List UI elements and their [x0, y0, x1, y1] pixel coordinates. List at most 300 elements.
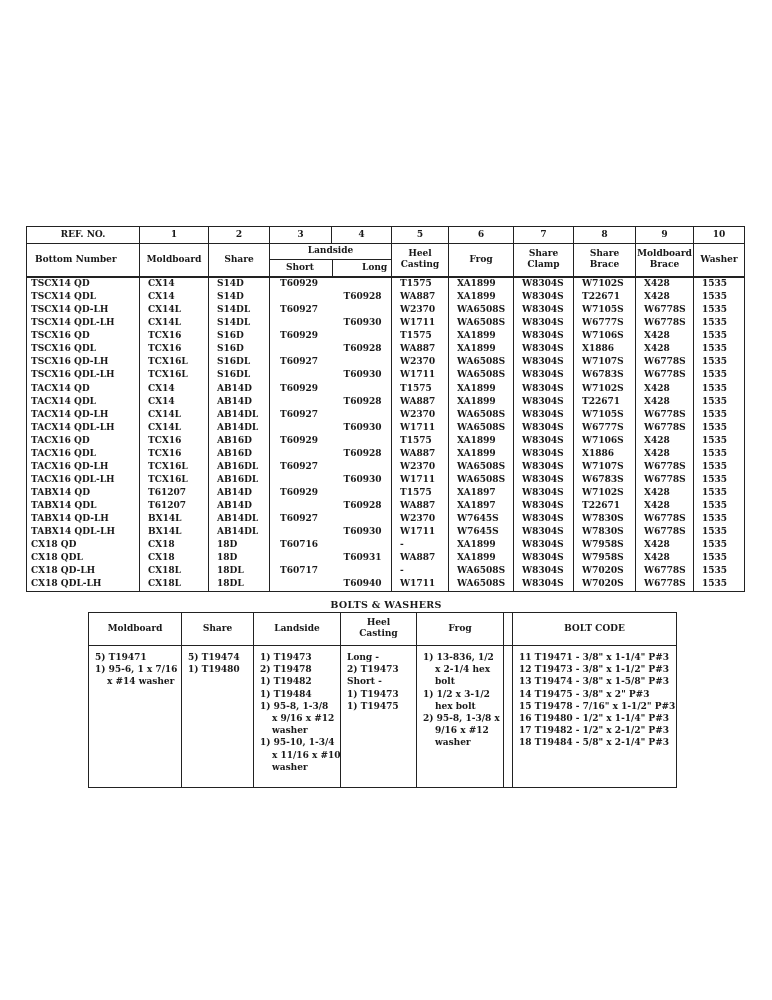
- header-share-brace-line1: Share: [589, 249, 620, 259]
- washer-cell: 1535: [694, 460, 745, 473]
- bottom-number-cell: CX18 QD: [27, 539, 140, 552]
- share-brace-cell: T22671: [574, 500, 636, 513]
- bolt-code-line: 17 T19482 - 1/2" x 2-1/2" P#3: [519, 726, 670, 737]
- landside-short-cell: T60716: [270, 539, 332, 552]
- bolt-code-line: 18 T19484 - 5/8" x 2-1/4" P#3: [519, 738, 670, 749]
- landside-long-cell: [332, 330, 392, 343]
- share-clamp-cell: W8304S: [514, 317, 574, 330]
- bottom-number-cell: TACX16 QDL: [27, 447, 140, 460]
- moldboard-brace-cell: W6778S: [636, 565, 694, 578]
- header-moldboard-brace-line1: Moldboard: [637, 249, 692, 259]
- bottom-number-cell: TACX16 QD-LH: [27, 460, 140, 473]
- share-brace-cell: W7020S: [574, 578, 636, 592]
- bw-landside-line: 2) T19478: [260, 665, 312, 676]
- moldboard-brace-cell: W6778S: [636, 526, 694, 539]
- moldboard-brace-cell: X428: [636, 500, 694, 513]
- share-clamp-cell: W8304S: [514, 539, 574, 552]
- share-brace-cell: W7958S: [574, 552, 636, 565]
- table-row: [27, 421, 745, 434]
- header-divider: [332, 259, 333, 276]
- landside-long-cell: T60928: [332, 395, 392, 408]
- share-clamp-cell: W8304S: [514, 304, 574, 317]
- washer-cell: 1535: [694, 317, 745, 330]
- heel-casting-cell: W1711: [392, 317, 449, 330]
- header-share-clamp-line2: Clamp: [527, 260, 560, 270]
- landside-long-cell: T60930: [332, 369, 392, 382]
- washer-cell: 1535: [694, 526, 745, 539]
- landside-long-cell: [332, 304, 392, 317]
- share-cell: AB16D: [209, 434, 270, 447]
- bw-heel-line: 2) T19473: [347, 665, 399, 676]
- header-moldboard: Moldboard: [140, 244, 209, 278]
- table-row: [27, 330, 745, 343]
- heel-casting-cell: W2370: [392, 408, 449, 421]
- col-number: 7: [514, 227, 574, 244]
- moldboard-brace-cell: W6778S: [636, 356, 694, 369]
- table-row: [27, 304, 745, 317]
- heel-casting-cell: -: [392, 539, 449, 552]
- share-cell: AB14D: [209, 500, 270, 513]
- share-brace-cell: W7102S: [574, 487, 636, 500]
- bolt-code-line: 16 T19480 - 1/2" x 1-1/4" P#3: [519, 714, 670, 725]
- header-moldboard-brace-line2: Brace: [649, 260, 680, 270]
- bw-moldboard-line: x #14 washer: [107, 677, 175, 688]
- column-number-row: [27, 227, 745, 244]
- heel-casting-cell: W2370: [392, 356, 449, 369]
- share-cell: AB14DL: [209, 526, 270, 539]
- heel-casting-cell: WA887: [392, 447, 449, 460]
- washer-cell: 1535: [694, 356, 745, 369]
- double-rule: [504, 646, 513, 788]
- bw-header-bolt-code: BOLT CODE: [513, 613, 677, 646]
- header-heel-casting-line1: Heel: [408, 249, 432, 259]
- share-clamp-cell: W8304S: [514, 343, 574, 356]
- table-row: [27, 382, 745, 395]
- moldboard-brace-cell: X428: [636, 343, 694, 356]
- frog-cell: XA1899: [449, 382, 514, 395]
- heel-casting-cell: W1711: [392, 526, 449, 539]
- washer-cell: 1535: [694, 291, 745, 304]
- moldboard-brace-cell: X428: [636, 447, 694, 460]
- moldboard-brace-cell: W6778S: [636, 304, 694, 317]
- table-row: [27, 565, 745, 578]
- col-number: 10: [694, 227, 745, 244]
- landside-short-cell: [270, 395, 332, 408]
- washer-cell: 1535: [694, 395, 745, 408]
- share-brace-cell: W7830S: [574, 513, 636, 526]
- bolt-code-line: 14 T19475 - 3/8" x 2" P#3: [519, 689, 650, 700]
- washer-cell: 1535: [694, 539, 745, 552]
- bw-landside-line: 1) T19484: [260, 689, 312, 700]
- bottom-number-cell: TABX14 QDL-LH: [27, 526, 140, 539]
- landside-short-cell: [270, 421, 332, 434]
- share-brace-cell: W7105S: [574, 304, 636, 317]
- moldboard-cell: CX14L: [140, 317, 209, 330]
- landside-long-cell: T60930: [332, 421, 392, 434]
- table-row: [27, 500, 745, 513]
- landside-short-cell: [270, 317, 332, 330]
- share-cell: AB14DL: [209, 421, 270, 434]
- frog-cell: WA6508S: [449, 356, 514, 369]
- header-heel-casting-line2: Casting: [400, 260, 440, 270]
- share-clamp-cell: W8304S: [514, 578, 574, 592]
- bw-frog-line: x 2-1/4 hex: [435, 665, 491, 676]
- header-moldboard-brace: [636, 244, 694, 278]
- heel-casting-cell: -: [392, 565, 449, 578]
- washer-cell: 1535: [694, 565, 745, 578]
- table-row: [27, 447, 745, 460]
- moldboard-cell: CX18L: [140, 565, 209, 578]
- share-cell: AB16D: [209, 447, 270, 460]
- moldboard-brace-cell: X428: [636, 382, 694, 395]
- bw-frog-line: hex bolt: [435, 701, 476, 712]
- header-frog: Frog: [449, 244, 514, 278]
- moldboard-cell: CX14: [140, 277, 209, 291]
- share-cell: S16DL: [209, 369, 270, 382]
- landside-long-cell: T60928: [332, 291, 392, 304]
- moldboard-brace-cell: X428: [636, 434, 694, 447]
- heel-casting-cell: W1711: [392, 421, 449, 434]
- share-clamp-cell: W8304S: [514, 526, 574, 539]
- moldboard-cell: TCX16: [140, 434, 209, 447]
- landside-short-cell: T60929: [270, 382, 332, 395]
- moldboard-cell: BX14L: [140, 526, 209, 539]
- washer-cell: 1535: [694, 500, 745, 513]
- frog-cell: XA1899: [449, 343, 514, 356]
- heel-casting-cell: WA887: [392, 291, 449, 304]
- share-cell: AB16DL: [209, 460, 270, 473]
- washer-cell: 1535: [694, 330, 745, 343]
- bw-heel-line: Long -: [347, 653, 380, 663]
- moldboard-brace-cell: W6778S: [636, 317, 694, 330]
- bolts-washers-body-row: [89, 646, 677, 788]
- heel-casting-cell: T1575: [392, 330, 449, 343]
- washer-cell: 1535: [694, 304, 745, 317]
- bottom-number-cell: TACX14 QD: [27, 382, 140, 395]
- share-brace-cell: W7106S: [574, 434, 636, 447]
- landside-short-cell: T60927: [270, 356, 332, 369]
- bw-bolt-code-cell: [513, 646, 677, 788]
- share-clamp-cell: W8304S: [514, 408, 574, 421]
- header-share-brace: [574, 244, 636, 278]
- frog-cell: WA6508S: [449, 369, 514, 382]
- bw-frog-line: 1) 1/2 x 3-1/2: [423, 689, 490, 700]
- share-clamp-cell: W8304S: [514, 291, 574, 304]
- frog-cell: WA6508S: [449, 408, 514, 421]
- moldboard-cell: TCX16: [140, 447, 209, 460]
- table-row: [27, 408, 745, 421]
- share-clamp-cell: W8304S: [514, 552, 574, 565]
- heel-casting-cell: WA887: [392, 500, 449, 513]
- table-row: [27, 539, 745, 552]
- bw-heel-cell: [341, 646, 417, 788]
- share-brace-cell: W7107S: [574, 460, 636, 473]
- landside-long-cell: [332, 513, 392, 526]
- share-cell: S16DL: [209, 356, 270, 369]
- table-row: [27, 578, 745, 592]
- share-clamp-cell: W8304S: [514, 513, 574, 526]
- bw-landside-line: 1) 95-8, 1-3/8: [260, 701, 329, 712]
- landside-long-cell: [332, 277, 392, 291]
- share-cell: AB16DL: [209, 474, 270, 487]
- washer-cell: 1535: [694, 513, 745, 526]
- landside-short-cell: T60929: [270, 487, 332, 500]
- bottom-number-cell: TSCX14 QDL-LH: [27, 317, 140, 330]
- moldboard-cell: CX14: [140, 382, 209, 395]
- header-share: Share: [209, 244, 270, 278]
- landside-short-cell: [270, 578, 332, 592]
- frog-cell: XA1897: [449, 500, 514, 513]
- bw-frog-line: 9/16 x #12: [435, 726, 489, 737]
- landside-short-cell: [270, 500, 332, 513]
- share-clamp-cell: W8304S: [514, 565, 574, 578]
- heel-casting-cell: W2370: [392, 304, 449, 317]
- moldboard-brace-cell: W6778S: [636, 408, 694, 421]
- bottom-number-cell: TSCX16 QDL: [27, 343, 140, 356]
- frog-cell: XA1899: [449, 447, 514, 460]
- bw-landside-line: 1) 95-10, 1-3/4: [260, 738, 335, 749]
- landside-short-cell: [270, 474, 332, 487]
- share-brace-cell: W6783S: [574, 369, 636, 382]
- frog-cell: WA6508S: [449, 474, 514, 487]
- bw-landside-line: x 11/16 x #10: [272, 750, 341, 761]
- bw-moldboard-line: 5) T19471: [95, 653, 147, 663]
- bottom-number-cell: TSCX16 QD-LH: [27, 356, 140, 369]
- header-landside: [270, 244, 392, 278]
- moldboard-cell: CX14L: [140, 408, 209, 421]
- share-brace-cell: W7830S: [574, 526, 636, 539]
- bolts-washers-title: BOLTS & WASHERS: [330, 600, 442, 611]
- washer-cell: 1535: [694, 408, 745, 421]
- share-brace-cell: W7106S: [574, 330, 636, 343]
- bolts-washers-table: [88, 612, 677, 788]
- parts-table-body: [27, 277, 745, 592]
- heel-casting-cell: W1711: [392, 369, 449, 382]
- ref-no-label: REF. NO.: [27, 227, 140, 244]
- bw-frog-cell: [417, 646, 504, 788]
- header-landside-label: Landside: [307, 246, 354, 256]
- header-bottom-number: Bottom Number: [27, 244, 140, 278]
- bottom-number-cell: CX18 QDL: [27, 552, 140, 565]
- share-cell: 18DL: [209, 578, 270, 592]
- moldboard-cell: T61207: [140, 487, 209, 500]
- moldboard-brace-cell: W6778S: [636, 460, 694, 473]
- bw-heel-line: 1) T19473: [347, 689, 399, 700]
- landside-long-cell: [332, 434, 392, 447]
- washer-cell: 1535: [694, 578, 745, 592]
- frog-cell: WA6508S: [449, 578, 514, 592]
- landside-long-cell: T60930: [332, 526, 392, 539]
- landside-long-cell: [332, 382, 392, 395]
- landside-long-cell: T60930: [332, 474, 392, 487]
- heel-casting-cell: T1575: [392, 487, 449, 500]
- bolt-code-line: 15 T19478 - 7/16" x 1-1/2" P#3: [519, 701, 676, 712]
- washer-cell: 1535: [694, 434, 745, 447]
- share-clamp-cell: W8304S: [514, 421, 574, 434]
- share-brace-cell: T22671: [574, 291, 636, 304]
- landside-short-cell: T60927: [270, 408, 332, 421]
- landside-long-cell: [332, 539, 392, 552]
- landside-long-cell: [332, 408, 392, 421]
- moldboard-brace-cell: X428: [636, 330, 694, 343]
- share-cell: S16D: [209, 343, 270, 356]
- bw-header-landside: Landside: [254, 613, 341, 646]
- table-row: [27, 369, 745, 382]
- landside-long-cell: [332, 356, 392, 369]
- moldboard-cell: BX14L: [140, 513, 209, 526]
- parts-table: [26, 226, 745, 592]
- landside-short-cell: T60927: [270, 304, 332, 317]
- bolt-code-line: 12 T19473 - 3/8" x 1-1/2" P#3: [519, 665, 670, 676]
- col-number: 6: [449, 227, 514, 244]
- moldboard-cell: TCX16L: [140, 356, 209, 369]
- table-row: [27, 460, 745, 473]
- moldboard-brace-cell: X428: [636, 291, 694, 304]
- bottom-number-cell: TSCX14 QD: [27, 277, 140, 291]
- header-landside-short: Short: [286, 263, 314, 273]
- share-brace-cell: W7102S: [574, 277, 636, 291]
- table-row: [27, 474, 745, 487]
- moldboard-cell: CX14: [140, 291, 209, 304]
- heel-casting-cell: WA887: [392, 552, 449, 565]
- col-number: 9: [636, 227, 694, 244]
- bottom-number-cell: CX18 QD-LH: [27, 565, 140, 578]
- landside-short-cell: [270, 552, 332, 565]
- moldboard-brace-cell: X428: [636, 277, 694, 291]
- washer-cell: 1535: [694, 382, 745, 395]
- table-row: [27, 343, 745, 356]
- share-cell: S14DL: [209, 317, 270, 330]
- bottom-number-cell: TABX14 QDL: [27, 500, 140, 513]
- moldboard-cell: TCX16L: [140, 369, 209, 382]
- bottom-number-cell: TSCX16 QDL-LH: [27, 369, 140, 382]
- share-cell: 18DL: [209, 565, 270, 578]
- share-clamp-cell: W8304S: [514, 382, 574, 395]
- bottom-number-cell: TSCX16 QD: [27, 330, 140, 343]
- frog-cell: XA1899: [449, 434, 514, 447]
- share-cell: S14D: [209, 291, 270, 304]
- frog-cell: W7645S: [449, 513, 514, 526]
- moldboard-cell: TCX16L: [140, 460, 209, 473]
- header-landside-long: Long: [362, 263, 388, 273]
- bottom-number-cell: TACX16 QDL-LH: [27, 474, 140, 487]
- bw-header-heel-casting: [341, 613, 417, 646]
- bw-frog-line: bolt: [435, 677, 455, 688]
- frog-cell: XA1899: [449, 277, 514, 291]
- moldboard-brace-cell: X428: [636, 487, 694, 500]
- landside-long-cell: T60931: [332, 552, 392, 565]
- moldboard-brace-cell: X428: [636, 552, 694, 565]
- table-row: [27, 513, 745, 526]
- table-row: [27, 552, 745, 565]
- bw-share-cell: [182, 646, 254, 788]
- col-number: 4: [332, 227, 392, 244]
- heel-casting-cell: WA887: [392, 343, 449, 356]
- landside-short-cell: T60927: [270, 460, 332, 473]
- share-clamp-cell: W8304S: [514, 277, 574, 291]
- col-number: 1: [140, 227, 209, 244]
- table-row: [27, 526, 745, 539]
- col-number: 5: [392, 227, 449, 244]
- share-clamp-cell: W8304S: [514, 395, 574, 408]
- washer-cell: 1535: [694, 277, 745, 291]
- bw-landside-line: washer: [272, 726, 308, 737]
- share-clamp-cell: W8304S: [514, 500, 574, 513]
- bottom-number-cell: CX18 QDL-LH: [27, 578, 140, 592]
- bw-landside-cell: [254, 646, 341, 788]
- bw-landside-line: washer: [272, 762, 308, 773]
- column-label-row: [27, 244, 745, 278]
- heel-casting-cell: WA887: [392, 395, 449, 408]
- table-row: [27, 487, 745, 500]
- landside-short-cell: [270, 369, 332, 382]
- bw-header-heel-line2: Casting: [359, 629, 398, 639]
- frog-cell: W7645S: [449, 526, 514, 539]
- bw-share-line: 5) T19474: [188, 653, 240, 663]
- moldboard-brace-cell: W6778S: [636, 369, 694, 382]
- share-brace-cell: W7107S: [574, 356, 636, 369]
- bw-header-moldboard: Moldboard: [89, 613, 182, 646]
- heel-casting-cell: T1575: [392, 382, 449, 395]
- landside-short-cell: T60929: [270, 277, 332, 291]
- share-brace-cell: X1886: [574, 343, 636, 356]
- double-rule: [504, 613, 513, 646]
- landside-short-cell: [270, 526, 332, 539]
- heel-casting-cell: T1575: [392, 434, 449, 447]
- moldboard-cell: TCX16: [140, 343, 209, 356]
- bottom-number-cell: TACX14 QDL-LH: [27, 421, 140, 434]
- bottom-number-cell: TSCX14 QD-LH: [27, 304, 140, 317]
- frog-cell: WA6508S: [449, 317, 514, 330]
- bolt-code-line: 13 T19474 - 3/8" x 1-5/8" P#3: [519, 677, 670, 688]
- bottom-number-cell: TABX14 QD: [27, 487, 140, 500]
- table-row: [27, 395, 745, 408]
- share-brace-cell: W7102S: [574, 382, 636, 395]
- bw-frog-line: 2) 95-8, 1-3/8 x: [423, 714, 500, 725]
- share-brace-cell: W7105S: [574, 408, 636, 421]
- heel-casting-cell: T1575: [392, 277, 449, 291]
- heel-casting-cell: W1711: [392, 578, 449, 592]
- header-share-brace-line2: Brace: [589, 260, 620, 270]
- moldboard-cell: CX18: [140, 552, 209, 565]
- frog-cell: XA1899: [449, 291, 514, 304]
- header-share-clamp-line1: Share: [528, 249, 559, 259]
- bottom-number-cell: TACX14 QD-LH: [27, 408, 140, 421]
- washer-cell: 1535: [694, 421, 745, 434]
- share-cell: S16D: [209, 330, 270, 343]
- landside-short-cell: T60927: [270, 513, 332, 526]
- share-cell: S14DL: [209, 304, 270, 317]
- bolt-code-line: 11 T19471 - 3/8" x 1-1/4" P#3: [519, 653, 670, 663]
- bottom-number-cell: TACX16 QD: [27, 434, 140, 447]
- bw-frog-line: 1) 13-836, 1/2: [423, 653, 494, 663]
- share-clamp-cell: W8304S: [514, 460, 574, 473]
- washer-cell: 1535: [694, 369, 745, 382]
- share-brace-cell: X1886: [574, 447, 636, 460]
- moldboard-cell: TCX16L: [140, 474, 209, 487]
- landside-long-cell: T60928: [332, 500, 392, 513]
- moldboard-brace-cell: X428: [636, 395, 694, 408]
- bw-share-line: 1) T19480: [188, 665, 240, 676]
- moldboard-cell: T61207: [140, 500, 209, 513]
- share-brace-cell: W6777S: [574, 421, 636, 434]
- washer-cell: 1535: [694, 552, 745, 565]
- moldboard-brace-cell: W6778S: [636, 513, 694, 526]
- moldboard-cell: CX14: [140, 395, 209, 408]
- frog-cell: XA1899: [449, 552, 514, 565]
- share-clamp-cell: W8304S: [514, 487, 574, 500]
- header-share-clamp: [514, 244, 574, 278]
